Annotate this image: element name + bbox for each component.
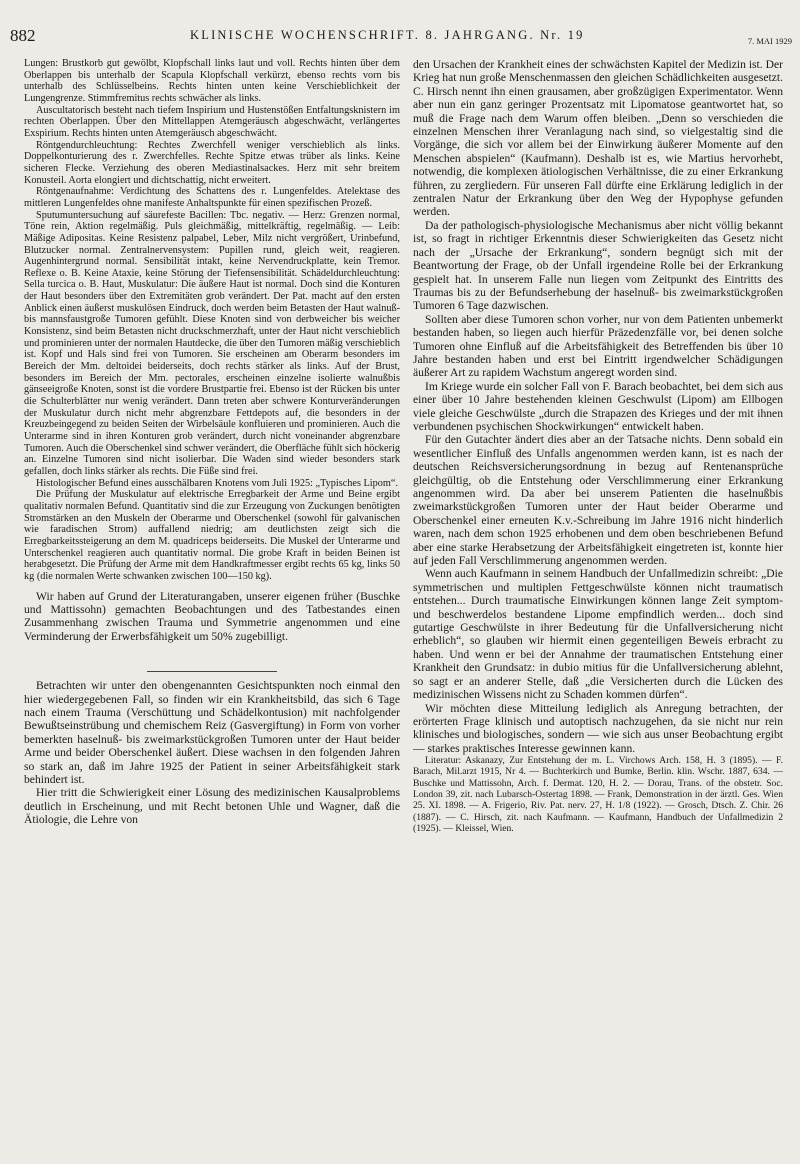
finding-sputum-skin: Sputumuntersuchung auf säurefeste Bacillen: Tbc. negativ. — Herz: Grenzen normal, Töne rein, Aktion regelmäßig. Puls gleichmäßig, mittelkräftig, regelmäßig. — Leib: Mäßige Adipositas. Keine Resistenz palpabel, Leber, Milz nicht vergrößert, Urinbefund, Blutzucker normal. Zentralnervensystem: Pupillen rund, gleich weit, reagieren. Augenhintergrund normal. Sensibilität intakt, keine Nervendruckplatte, kein Tremor. Reflexe o. B. Keine Ataxie, keine Störung der Tiefensensibilität. Schädeldurchleuchtung: Sella turcica o. B. Haut, Muskulatur: Die äußere Haut ist normal. Doch sind die Konturen der Haut besonders über den Extremitäten grob verändert. Der Pat. macht auf den ersten Anblick einen äußerst muskulösen Eindruck, doch werden beim Betasten der Haut walnuß- bis mannsfaustgroße Tumoren gefühlt. Diese Knoten sind von derbweicher bis weicher Konsistenz, sind beim Betasten nicht druckschmerzhaft, unter der Haut nicht verschieblich und prominieren unter der normalen Hautdecke, die über den Tumoren mäßig verschieblich ist. Kopf und Hals sind frei von Tumoren. Sie erscheinen am Oberarm besonders im Bereich der Mm. deltoidei beiderseits, doch rechts stärker als links. Auf der Brust, besonders im Bereich der Mm. pectorales, erscheinen einzelne isolierte walnußbis gänseeigroße Knoten, sonst ist die vordere Brustpartie frei. Ebenso ist der Rücken bis unter die Schulterblätter nur wenig verändert. Dann treten aber schwere Konturveränderungen der Muskulatur durch nicht mehr abgrenzbare Fettdepots auf, die besonders in der Kreuzbeingegend zu beiden Seiten der Wirbelsäule konfluieren und prominieren. Auch die Unterarme sind in ihren Konturen grob verändert, durch nicht voneinander abgrenzbare Tumoren. Auch die Oberschenkel sind schwer verändert, die Oberfläche fühlt sich höckerig an. Einzelne Tumoren sind nicht isolierbar. Die Waden sind wieder besonders stark gefallen, doch links stärker als rechts. Die Füße sind frei. [24, 209, 400, 477]
finding-auscultation: Auscultatorisch besteht nach tiefem Inspirium und Hustenstößen Entfaltungsknistern im rechten Oberlappen. Über den Mittellappen Atemgeräusch abgeschwächt, verlängertes Exspirium. Rechts hinten unten Atemgeräusch abgeschwächt. [24, 104, 400, 139]
issue-date: 7. MAI 1929 [747, 36, 792, 46]
left-column [24, 58, 400, 827]
body-paragraph: Im Kriege wurde ein solcher Fall von F. Barach beobachtet, bei dem sich aus einer über 10 Jahre bestehenden kleinen Geschwulst (Lipom) am Ellbogen viele gleiche Geschwülste „durch die Strapazen des Krieges und der mit ihnen verbundenen psychischen Shockwirkungen“ entwickelt haben. [413, 379, 783, 433]
finding-xray-fluoroscopy: Röntgendurchleuchtung: Rechtes Zwerchfell weniger verschieblich als links. Doppelkonturierung des r. Zwerchfelles. Rechte Spitze etwas trüber als links. Keine sicheren Flecke. Verziehung des oberen Mediastinalsackes. Herz mit sehr breitem Konusteil. Aorta elongiert und dichtschattig, nicht erweitert. [24, 139, 400, 186]
body-paragraph: Wenn auch Kaufmann in seinem Handbuch der Unfallmedizin schreibt: „Die symmetrischen und multiplen Fettgeschwülste können nicht traumatisch entstehen... Durch traumatische Einwirkungen können lange Zeit symptom- und beschwerdelos bestandene Lipome empfindlich werden... doch sind gutartige Geschwülste in ihrer Bedeutung für die Unfallversicherung nicht erheblich“, so glauben wir hiermit einen gegenteiligen Beweis erbracht zu haben. Und wenn er bei der Annahme der traumatischen Entstehung einer Krankheit den Grundsatz: in dubio mitius für die Unfallversicherung ablehnt, so sagt er an anderer Stelle, daß „die Versicherten durch die Lücken des medizinischen Wissens nicht zu Schaden kommen dürfen“. [413, 567, 783, 702]
literature-references: Literatur: Askanazy, Zur Entstehung der m. L. Virchows Arch. 158, H. 3 (1895). — F. Barach, Mil.arzt 1915, Nr 4. — Buchterkirch und Bumke, Berlin. klin. Wschr. 1887, 634. — Buschke und Mattissohn, Arch. f. Dermat. 120, H. 2. — Dorau, Trans. of the obstetr. Soc. London 39, zit. nach Lubarsch-Ostertag 1898. — Frank, Demonstration in der ärztl. Ges. Wien 25. XI. 1898. — A. Frigerio, Riv. Pat. nerv. 27, H. 1/8 (1922). — Grosch, Dtsch. Z. Chir. 26 (1887). — C. Hirsch, zit. nach Kaufmann. — Kaufmann, Handbuch der Unfallmedizin 2 (1925). — Kleissel, Wien. [413, 755, 783, 834]
discussion-paragraph: Hier tritt die Schwierigkeit einer Lösung des medizinischen Kausalproblems deutlich in Erscheinung, und mit Recht betonen Uhle und Wagner, daß die Ätiologie, die Lehre von [24, 786, 400, 827]
right-column [413, 58, 783, 834]
page-header [10, 26, 792, 50]
body-paragraph: Da der pathologisch-physiologische Mechanismus aber nicht völlig bekannt ist, so fragt in richtiger Erkenntnis dieser Schwierigkeiten das Gesetz nicht nach der „Ursache der Erkrankung“, sondern begnügt sich mit der Beantwortung der Frage, ob der Unfall irgendeine Rolle bei der Erkrankung gespielt hat. In unserem Falle nun liegen vom Zeitpunkt des Eintritts des Traumas bis zu der Befundserhebung der haselnuß- bis zweimarkstückgroßen Tumoren 6 Tage dazwischen. [413, 218, 783, 313]
body-paragraph: den Ursachen der Krankheit eines der schwächsten Kapitel der Medizin ist. Der Krieg hat nun große Menschenmassen den gleichen Schädlichkeiten ausgesetzt. C. Hirsch nennt ihn einen grausamen, aber großzügigen Experimentator. Wenn aber nun ein ganz geringer Prozentsatz mit Lipomatose geantwortet hat, so muß die Frage nach dem Warum offen bleiben. „Denn so verschieden die einzelnen Menschen ihrer Veranlagung nach sind, so vielgestaltig sind die Vorgänge, die sich vor allem bei der Einwirkung äußerer Momente auf den Menschen abspielen“ (Kaufmann). Deshalb ist es, wie Martius hervorhebt, notwendig, die komplexen ätiologischen Verhältnisse, die zu einer Erkrankung führen, zu zergliedern. Für unseren Fall dürfte eine Erklärung lediglich in der zentralen Natur der Erkrankung über den Weg der Hypophyse gefunden werden. [413, 58, 783, 219]
body-paragraph: Sollten aber diese Tumoren schon vorher, nur von dem Patienten unbemerkt bestanden haben, so liegen auch hierfür Präzedenzfälle vor, bei denen solche Tumoren ohne Einfluß auf die Arbeitsfähigkeit des Betreffenden bis über 10 Jahre bestanden haben und erst bei Eintritt irgendwelcher Schädigungen äußerer Art zu rapidem Wachstum angeregt worden sind. [413, 312, 783, 380]
finding-histology: Histologischer Befund eines ausschälbaren Knotens vom Juli 1925: „Typisches Lipom“. [36, 477, 398, 489]
running-title: KLINISCHE WOCHENSCHRIFT. 8. JAHRGANG. Nr. 19 [190, 28, 585, 42]
finding-lungs: Lungen: Brustkorb gut gewölbt, Klopfschall links laut und voll. Rechts hinten über dem Oberlappen bis unterhalb der Scapula Klopfschall verkürzt, ebenso rechts vorn bis unterhalb des Schlüsselbeins. Rechts hinten unten keine Verschieblichkeit der Lungengrenze. Stimmfremitus rechts schwächer als links. [24, 58, 400, 104]
discussion-paragraph: Betrachten wir unter den obengenannten Gesichtspunkten noch einmal den hier wiedergegebenen Fall, so finden wir ein Krankheitsbild, das sich 6 Tage nach einem Trauma (Verschüttung und Schädelkontusion) mit nachfolgender Bewußtseinstrübung und chemischem Reiz (Gasvergiftung) in Form von vorher bemerkten haselnuß- bis zweimarkstückgroßen Tumoren unter der Haut beider Arme und beider Oberschenkel äußert. Diese wachsen in den folgenden Jahren so stark an, daß im Jahre 1925 der Patient in seiner Arbeitsfähigkeit stark behindert ist. [24, 679, 400, 786]
conclusion-paragraph: Wir haben auf Grund der Literaturangaben, unserer eigenen früher (Buschke und Mattissohn) gemachten Beobachtungen und des Tatbestandes einen Zusammenhang zwischen Trauma und Symmetrie angenommen und eine Verminderung der Erwerbsfähigkeit um 50% zugebilligt. [24, 589, 400, 643]
body-paragraph: Für den Gutachter ändert dies aber an der Tatsache nichts. Denn sobald ein wesentlicher Einfluß des Unfalls angenommen werden kann, ist es nach der deutschen Reichsversicherungsordnung in bezug auf Rentenansprüche gleichgültig, ob die Entstehung oder Verschlimmerung einer Erkrankung angenommen wird. Da aber bei unserem Patienten die haselnußbis zweimarkstückgroßen Tumoren unter der Haut beider Oberarme und Oberschenkel einer erneuten K.v.-Schreibung im Jahre 1916 nicht hinderlich waren, nach dem schon 1925 erhobenen und dem oben beschriebenen Befund aber eine starke Herabsetzung der Arbeitsfähigkeit eingetreten ist, konnte hier auf jeden Fall Verschlimmerung angenommen werden. [413, 433, 783, 568]
body-paragraph: Wir möchten diese Mitteilung lediglich als Anregung betrachten, der erörterten Frage klinisch und autoptisch nachzugehen, da sie nicht nur rein klinisches und biologisches, sondern — wie sich aus unser Beobachtung ergibt — starkes praktisches Interesse gewinnen kann. [413, 701, 783, 755]
finding-muscle-test: Die Prüfung der Muskulatur auf elektrische Erregbarkeit der Arme und Beine ergibt qualitativ normalen Befund. Quantitativ sind die zur Erzeugung von Zuckungen benötigten Stromstärken an den Muskeln der Oberarme und Oberschenkel (sowohl für galvanischen wie faradischen Strom) auffallend niedrig; am deutlichsten zeigt sich die Erregbarkeitssteigerung an dem M. quadriceps beiderseits. Die Muskel der Unterarme und Unterschenkel reagieren auch quantitativ normal. Die grobe Kraft in beiden Beinen ist herabgesetzt. Die Prüfung der Arme mit dem Handkraftmesser ergibt rechts 65 kg, links 50 kg (die normalen Werte schwanken zwischen 100—150 kg). [24, 489, 400, 582]
finding-xray-image: Röntgenaufnahme: Verdichtung des Schattens des r. Lungenfeldes. Atelektase des mittleren Lungenfeldes ohne manifeste Anhaltspunkte für einen spezifischen Prozeß. [24, 186, 400, 209]
page-number: 882 [10, 26, 36, 45]
